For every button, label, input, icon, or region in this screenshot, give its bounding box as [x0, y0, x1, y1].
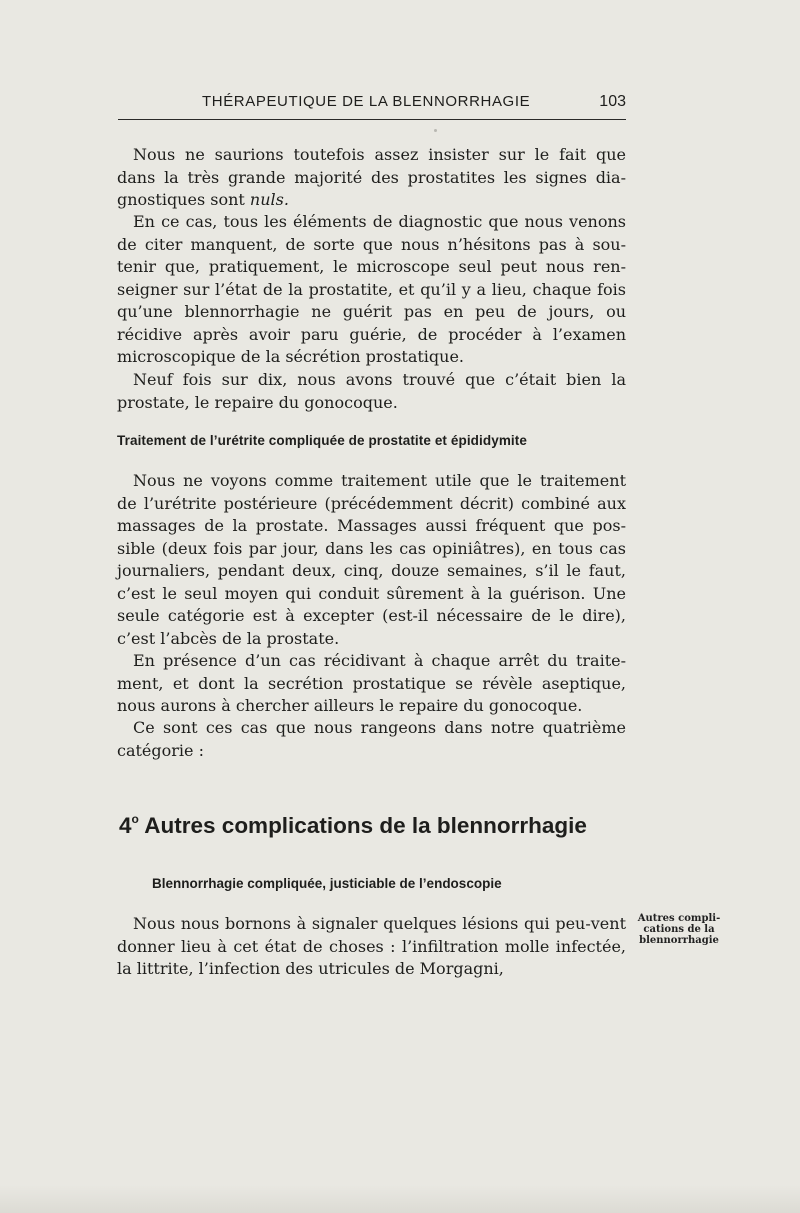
- paragraph-cas-recidivant: En présence d’un cas récidivant à chaque arrêt du traite-ment, et dont la secrétion prostatique se révèle aseptique, nous aurons à chercher ailleurs le repaire du gonocoque.: [117, 651, 626, 715]
- paragraph-prostatite-signs: [117, 144, 626, 212]
- chapter-title: Autres complications de la blennorrhagie: [144, 813, 587, 838]
- paper-speck: [434, 129, 437, 132]
- paragraph-neuf-fois: Neuf fois sur dix, nous avons trouvé que c’était bien la prostate, le repaire du gonocoque.: [117, 370, 626, 412]
- paragraph-traitement-utile: Nous ne voyons comme traitement utile que le traitement de l’urétrite postérieure (précédemment décrit) combiné aux massages de la prostate. Massages aussi fréquent que pos-sible (deux fois par jour, dans les cas opiniâtres), en tous cas journaliers, pendant deux, cinq, douze semaines, s’il le faut, c’est le seul moyen qui conduit sûrement à la guérison. Une seule catégorie est à excepter (est-il nécessaire de le dire), c’est l’abcès de la prostate.: [117, 471, 626, 648]
- section-heading-traitement: Traitement de l’urétrite compliquée de prostatite et épididymite: [117, 433, 527, 448]
- paragraph-quatrieme-categorie: Ce sont ces cas que nous rangeons dans notre quatrième catégorie :: [117, 718, 626, 760]
- paragraph-text: Nous ne saurions toutefois assez insister sur le fait que dans la très grande majorité des prostatites les signes dia-gnostiques sont: [117, 145, 626, 209]
- page-number: 103: [599, 93, 626, 110]
- subsection-heading-endoscopie: Blennorrhagie compliquée, justiciable de l’endoscopie: [152, 876, 502, 891]
- paragraph-lesions: Nous nous bornons à signaler quelques lésions qui peu-vent donner lieu à cet état de choses : l’infiltration molle infectée, la littrite, l’infection des utricules de Morgagni,: [117, 914, 626, 978]
- emphasis-nuls: nuls.: [249, 190, 289, 209]
- chapter-heading: [119, 813, 587, 839]
- paragraph-diagnostic: En ce cas, tous les éléments de diagnostic que nous venons de citer manquent, de sorte que nous n’hésitons pas à sou-tenir que, pratiquement, le microscope seul peut nous ren-seigner sur l’état de la prostatite, et qu’il y a lieu, chaque fois qu’une blennorrhagie ne guérit pas en peu de jours, ou récidive après avoir paru guérie, de procéder à l’examen microscopique de la sécrétion prostatique.: [117, 212, 626, 366]
- page-bottom-edge: [0, 1185, 800, 1213]
- running-title: THÉRAPEUTIQUE DE LA BLENNORRHAGIE: [202, 93, 531, 110]
- margin-note: Autres compli-cations de la blennorrhagie: [637, 913, 721, 946]
- chapter-number: 4$^o$: [119, 812, 139, 838]
- running-header: [118, 93, 626, 120]
